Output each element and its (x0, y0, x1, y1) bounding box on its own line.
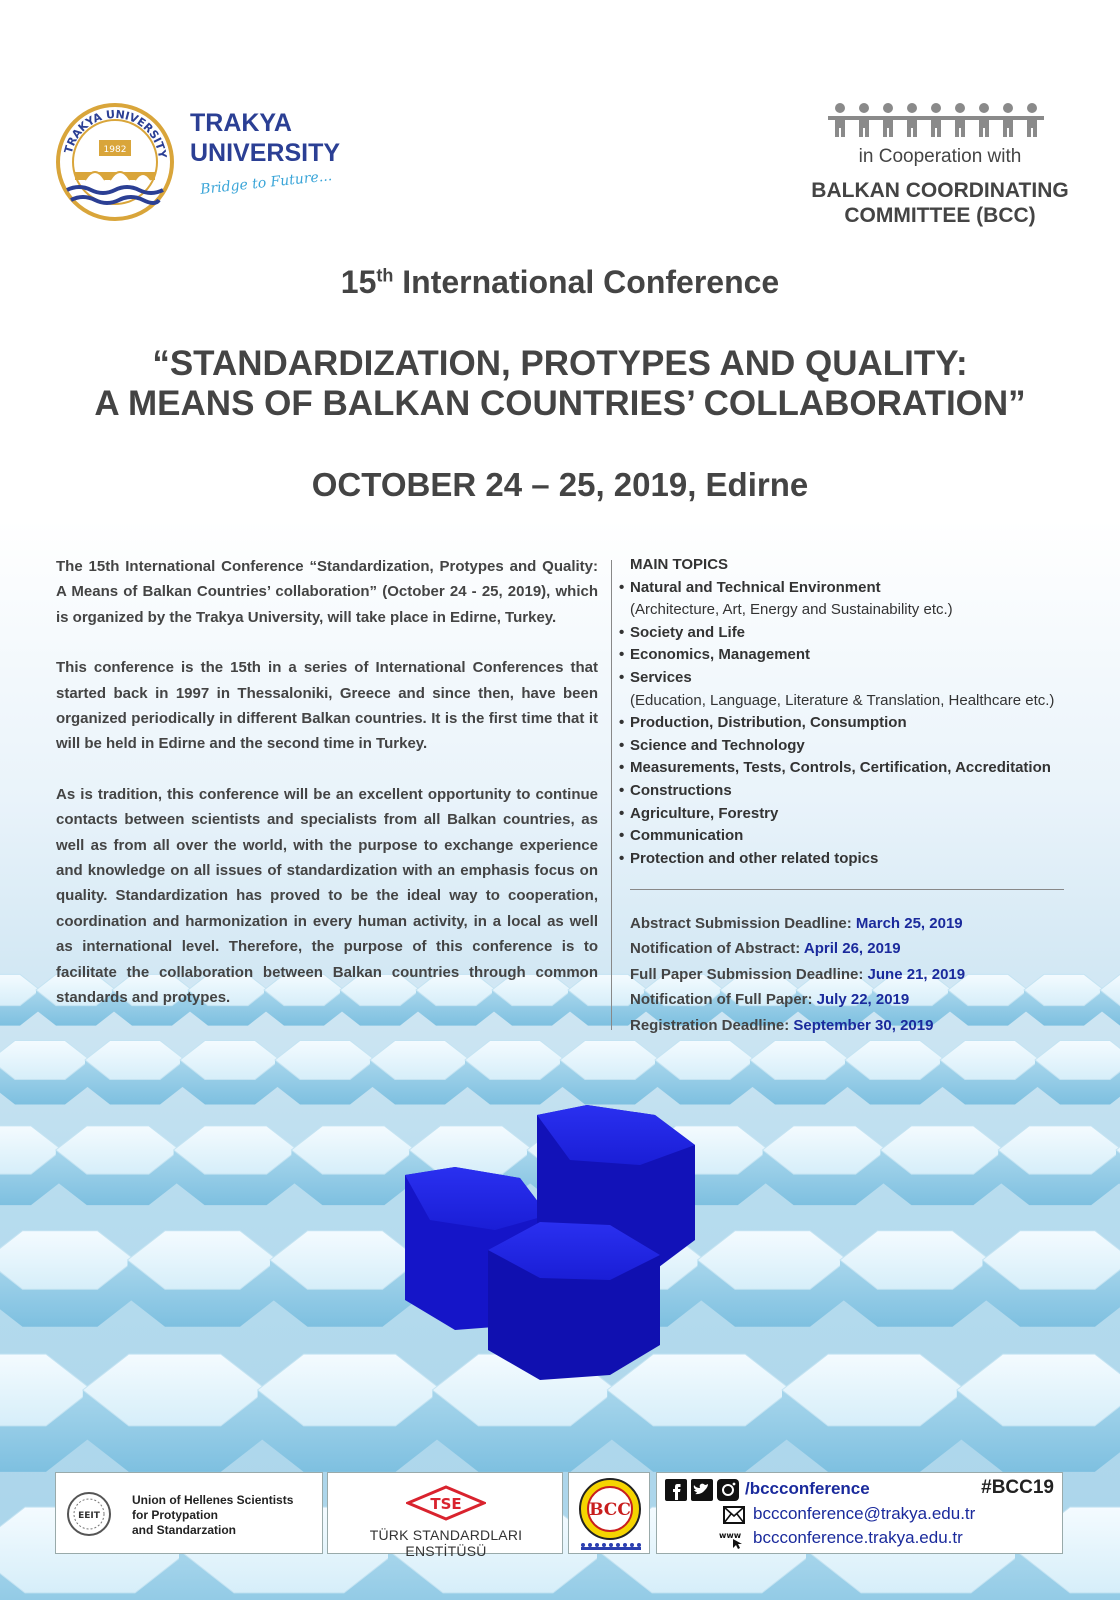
union-name-line2: for Protypation (132, 1508, 218, 1522)
topic-item: • Science and Technology (620, 735, 1070, 758)
union-name-line3: and Standarzation (132, 1523, 237, 1537)
cooperation-text: in Cooperation with (858, 146, 1022, 167)
person-body (972, 116, 996, 137)
person-body (900, 116, 924, 137)
deadlines-list (630, 911, 1080, 1038)
deadline-label: Registration Deadline: (630, 1016, 794, 1034)
tse-name: TÜRK STANDARDLARI ENSTİTÜSÜ (369, 1527, 523, 1559)
person-head (1003, 103, 1013, 113)
main-title-line1: “STANDARDIZATION, PROTYPES AND QUALITY: (152, 344, 968, 383)
hashtag: #BCC19 (981, 1477, 1054, 1498)
trakya-university-logo (55, 102, 175, 222)
logo-arc-text: TRAKYA UNIVERSITY (61, 107, 169, 160)
twitter-icon[interactable] (691, 1479, 713, 1501)
topic-item: • Protection and other related topics (620, 848, 1070, 871)
university-name (190, 108, 340, 168)
union-name (132, 1493, 293, 1538)
deadline-abstract-notification (630, 936, 1080, 961)
topic-item: • Services (620, 667, 1070, 690)
person-body (996, 116, 1020, 137)
person-head (835, 103, 845, 113)
person-body (828, 116, 852, 137)
university-name-line2: UNIVERSITY (190, 139, 341, 167)
web-icon (719, 1529, 747, 1549)
person-head (859, 103, 869, 113)
contact-box (656, 1472, 1063, 1554)
university-name-line1: TRAKYA (190, 109, 292, 137)
facebook-icon[interactable] (665, 1479, 687, 1501)
union-name-line1: Union of Hellenes Scientists (132, 1493, 294, 1507)
person-body (852, 116, 876, 137)
person-head (979, 103, 989, 113)
topic-item: • Natural and Technical Environment (620, 577, 1070, 600)
bcc-logo-text: BCC (589, 1500, 631, 1520)
person-body (876, 116, 900, 137)
deadline-label: Notification of Full Paper: (630, 991, 817, 1009)
tse-logo (406, 1485, 486, 1521)
conference-number: 15 (340, 264, 377, 300)
web-icon-text: www (719, 1531, 742, 1540)
topic-item-detail: (Education, Language, Literature & Translation, Healthcare etc.) (630, 691, 1055, 709)
main-title (0, 344, 1120, 424)
deadline-label: Notification of Abstract: (630, 940, 804, 958)
deadline-full-paper-notification (630, 987, 1080, 1012)
person-body (1020, 116, 1044, 137)
topics-heading: MAIN TOPICS (630, 556, 729, 573)
logo-year: 1982 (103, 145, 127, 155)
topics-divider (630, 889, 1064, 890)
contact-email[interactable]: bccconference@trakya.edu.tr (753, 1504, 976, 1523)
person-head (883, 103, 893, 113)
people-chain-icon (828, 102, 1046, 138)
description-paragraph-1: The 15th International Conference “Standardization, Protypes and Quality: A Means of Balkan Countries’ collaboration” (October 24 - 25, 2019), which is organized by the Trakya University, will take place in Edirne, Turkey. (56, 558, 598, 626)
person-head (931, 103, 941, 113)
tse-box (327, 1472, 563, 1559)
union-hellenes-box (55, 1472, 323, 1554)
committee-name (790, 178, 1090, 228)
topic-item-detail: (Architecture, Art, Energy and Sustainability etc.) (630, 601, 953, 619)
topic-item: • Constructions (620, 780, 1070, 803)
topics-column (620, 554, 1070, 870)
university-tagline: Bridge to Future... (199, 168, 333, 198)
contact-website[interactable]: bccconference.trakya.edu.tr (753, 1528, 963, 1547)
description-paragraph-3: As is tradition, this conference will be an excellent opportunity to continue contacts between scientists and specialists from all Balkan countries, as well as from all over the world, with the purpose to exchange experience and knowledge on all issues of standardization with an emphasis focus on quality. Standardization has proved to be the ideal way to cooperation, coordination and harmonization in every human activity, in a local as well as international level. Therefore, the purpose of this conference is to facilitate the collaboration between Balkan countries through common standards and protypes. (56, 785, 598, 1007)
person-head (955, 103, 965, 113)
deadline-date: April 26, 2019 (803, 940, 901, 958)
conference-number-suffix: th (376, 265, 394, 286)
committee-name-line2: COMMITTEE (BCC) (844, 204, 1036, 227)
person-head (907, 103, 917, 113)
hexagon-side (1116, 1150, 1120, 1205)
column-divider (611, 560, 612, 1030)
conference-title (0, 264, 1120, 301)
social-handle[interactable]: /bccconference (745, 1479, 870, 1498)
person-head (1027, 103, 1037, 113)
conference-dates: OCTOBER 24 – 25, 2019, Edirne (311, 466, 809, 503)
topic-item: • Production, Distribution, Consumption (620, 712, 1070, 735)
main-title-line2: A MEANS OF BALKAN COUNTRIES’ COLLABORATION” (94, 384, 1026, 423)
eeit-seal-icon (64, 1491, 114, 1537)
person-body (948, 116, 972, 137)
deadline-registration (630, 1013, 1080, 1038)
conference-title-rest: International Conference (393, 264, 780, 300)
mail-icon (723, 1506, 745, 1524)
topic-item: • Agriculture, Forestry (620, 803, 1070, 826)
deadline-label: Full Paper Submission Deadline: (630, 965, 868, 983)
deadline-label: Abstract Submission Deadline: (630, 915, 856, 932)
topic-item: • Society and Life (620, 622, 1070, 645)
social-media-icons (665, 1479, 739, 1501)
deadline-date: July 22, 2019 (816, 991, 910, 1009)
topic-item: • Economics, Management (620, 644, 1070, 667)
description-paragraph-2: This conference is the 15th in a series of International Conferences that started back in 1997 in Thessaloniki, Greece and since then, have been organized periodically in different Balkan countries. It is the first time that it will be held in Edirne and the second time in Turkey. (56, 659, 598, 753)
deadline-full-paper-submission (630, 962, 1080, 987)
committee-name-line1: BALKAN COORDINATING (811, 179, 1069, 202)
bcc-logo-box (568, 1472, 650, 1554)
description-column (56, 554, 598, 1036)
instagram-icon[interactable] (717, 1479, 739, 1501)
deadline-date: June 21, 2019 (867, 965, 966, 983)
bcc-logo (573, 1475, 647, 1553)
topic-item: • Measurements, Tests, Controls, Certification, Accreditation (620, 757, 1070, 780)
eeit-seal-text: ΕΕΙΤ (78, 1511, 100, 1521)
deadline-date: March 25, 2019 (855, 915, 963, 932)
person-body (924, 116, 948, 137)
deadline-date: September 30, 2019 (793, 1016, 934, 1034)
topic-item: • Communication (620, 825, 1070, 848)
deadline-abstract-submission (630, 911, 1080, 936)
tse-logo-text: TSE (430, 1495, 462, 1513)
